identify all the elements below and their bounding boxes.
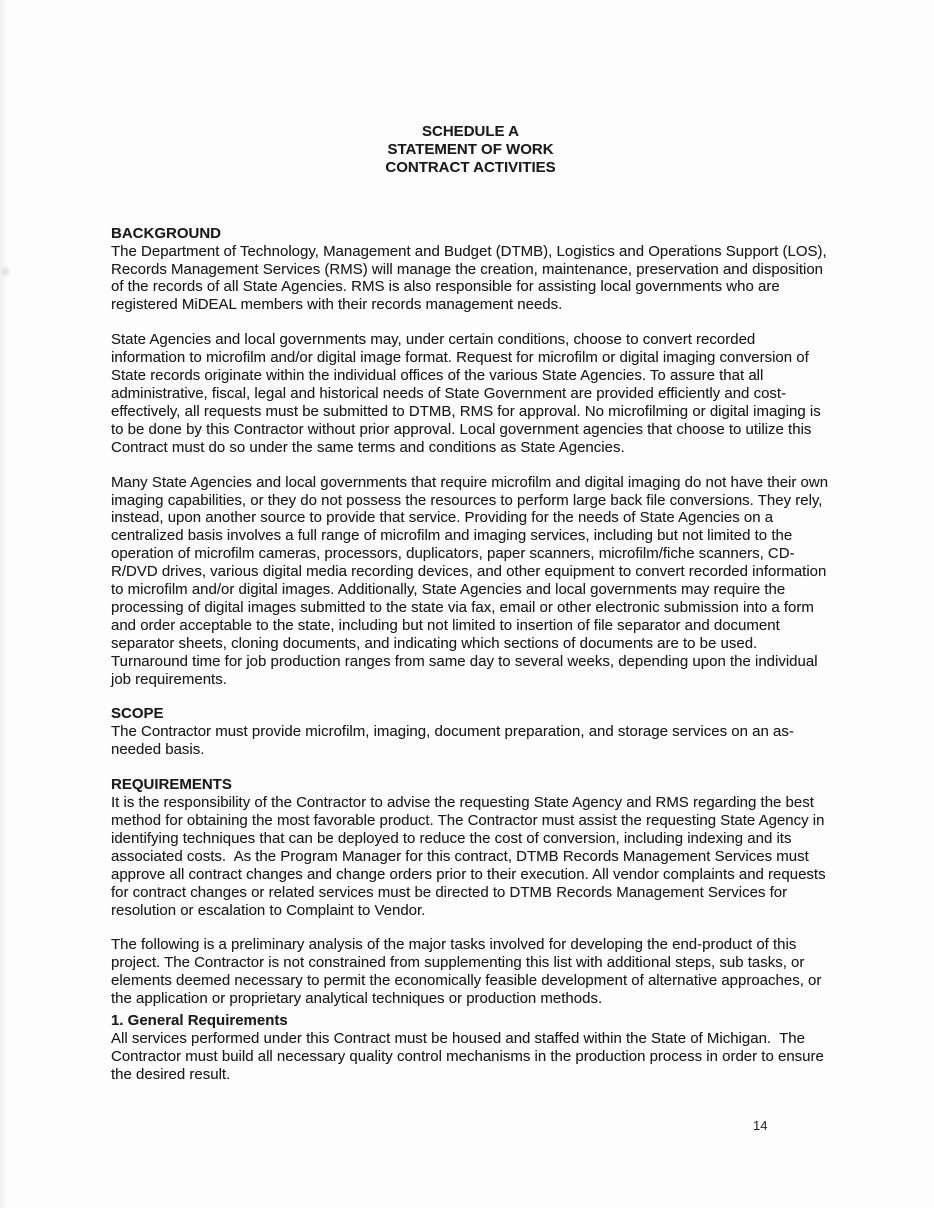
doc-title-line-1: SCHEDULE A	[422, 123, 519, 140]
requirements-paragraph-2: The following is a preliminary analysis of the major tasks involved for developing the end-product of this project. The Contractor is not constrained from supplementing this list with additional steps, sub tasks, or elements deemed necessary to permit the economically feasible development of alternative approaches, or the application or proprietary analytical techniques or production methods.	[111, 936, 826, 1008]
section-requirements	[111, 776, 830, 1008]
section-heading-requirements: REQUIREMENTS	[111, 776, 232, 794]
section-heading-background: BACKGROUND	[111, 224, 221, 242]
document-page	[111, 123, 833, 1101]
requirements-paragraph-1: It is the responsibility of the Contractor to advise the requesting State Agency and RMS regarding the best method for obtaining the most favorable product. The Contractor must assist the requesting State Agency in identifying techniques that can be deployed to reduce the cost of conversion, including indexing and its associated costs. As the Program Manager for this contract, DTMB Records Management Services must approve all contract changes and change orders prior to their execution. All vendor complaints and requests for contract changes or related services must be directed to DTMB Records Management Services for resolution or escalation to Complaint to Vendor.	[111, 794, 830, 919]
section-heading-scope: SCOPE	[111, 705, 164, 723]
background-paragraph-1: The Department of Technology, Management and Budget (DTMB), Logistics and Operations Support (LOS), Records Management Services (RMS) will manage the creation, maintenance, preservation and disposition of the records of all State Agencies. RMS is also responsible for assisting local governments who are registered MiDEAL members with their records management needs.	[111, 242, 831, 314]
scan-speck-artifact	[2, 267, 9, 276]
scan-edge-artifact	[0, 0, 7, 1208]
general-requirements-paragraph-1: All services performed under this Contract must be housed and staffed within the State of Michigan. The Contractor must build all necessary quality control mechanisms in the production process in order to ensure the desired result.	[111, 1029, 829, 1083]
section-heading-general-requirements: 1. General Requirements	[111, 1012, 288, 1030]
section-general-requirements	[111, 1012, 830, 1084]
document-title	[111, 123, 830, 177]
doc-title-line-2: STATEMENT OF WORK	[387, 140, 554, 158]
background-paragraph-2: State Agencies and local governments may, under certain conditions, choose to convert recorded information to microfilm and/or digital image format. Request for microfilm or digital imaging conversion of State records originate within the individual offices of the various State Agencies. To assure that all administrative, fiscal, legal and historical needs of State Government are provided efficiently and cost-effectively, all requests must be submitted to DTMB, RMS for approval. No microfilming or digital imaging is to be done by this Contractor without prior approval. Local government agencies that choose to utilize this Contract must do so under the same terms and conditions as State Agencies.	[111, 331, 825, 456]
background-paragraph-3: Many State Agencies and local governments that require microfilm and digital imaging do not have their own imaging capabilities, or they do not possess the resources to perform large back file conversions. They rely, instead, upon another source to provide that service. Providing for the needs of State Agencies on a centralized basis involves a full range of microfilm and imaging services, including but not limited to the operation of microfilm cameras, processors, duplicators, paper scanners, microfilm/fiche scanners, CD-R/DVD drives, various digital media recording devices, and other equipment to convert recorded information to microfilm and/or digital images. Additionally, State Agencies and local governments may require the processing of digital images submitted to the state via fax, email or other electronic submission into a form and order acceptable to the state, including but not limited to insertion of file separator and document separator sheets, cloning documents, and indicating which sections of documents are to be used. Turnaround time for job production ranges from same day to several weeks, depending upon the individual job requirements.	[111, 473, 833, 688]
page-number: 14	[753, 1118, 768, 1133]
doc-title-line-3: CONTRACT ACTIVITIES	[385, 158, 556, 176]
section-scope	[111, 705, 830, 759]
section-background	[111, 224, 833, 689]
scope-paragraph-1: The Contractor must provide microfilm, imaging, document preparation, and storage services on an as-needed basis.	[111, 723, 794, 759]
